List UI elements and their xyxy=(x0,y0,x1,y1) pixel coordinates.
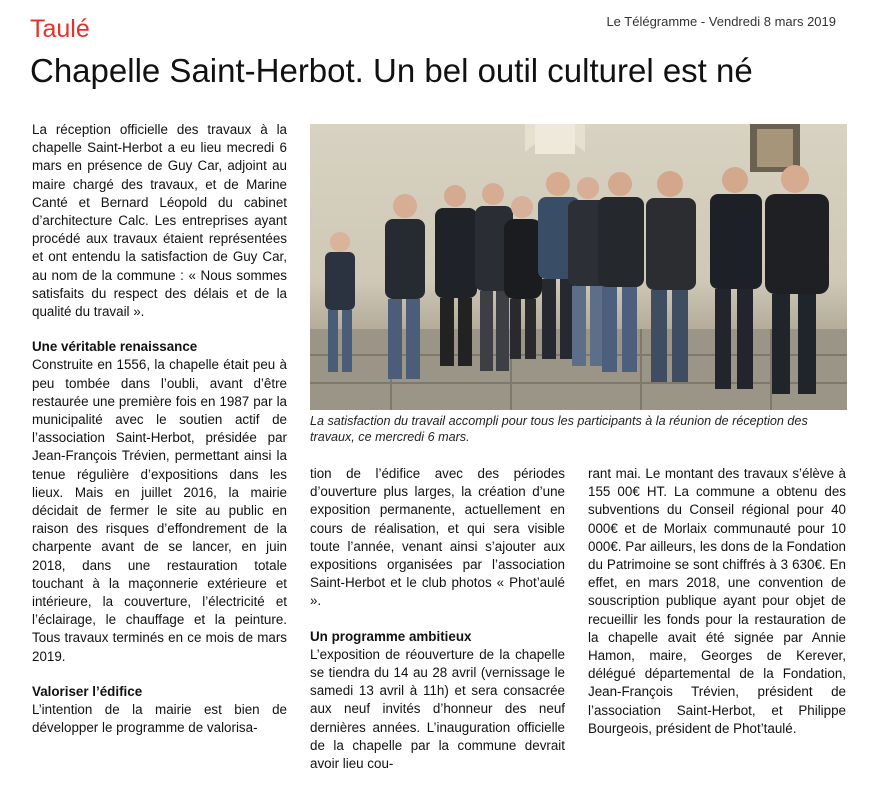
article-column-3 xyxy=(588,465,846,738)
section-programme-text-start: L’exposition de réouverture de la chapelle se tiendra du 14 au 28 avril (vernissage le samedi 13 avril à 11h) et sera consacrée aux neuf invités d’honneur des neuf dernières années. L’inauguration officielle de la chapelle par la commune devrait avoir lieu cou- xyxy=(310,646,565,772)
section-valoriser-text-start: L’intention de la mairie est bien de développer le programme de valorisa- xyxy=(32,702,287,736)
group-photo-illustration xyxy=(310,124,847,410)
article-title: Chapelle Saint-Herbot. Un bel outil culturel est né xyxy=(30,52,753,89)
subheading-renaissance: Une véritable renaissance xyxy=(32,339,198,355)
article-intro: La réception officielle des travaux à la chapelle Saint-Herbot a eu lieu mecredi 6 mars en présence de Guy Car, adjoint au maire chargé des travaux, et de Marine Canté et Bernard Léopold du cabinet d’architecture Calc. Les entreprises ayant procédé aux travaux étaient représentées et ont entendu la satisfaction de Guy Car, au nom de la commune : « Nous sommes satisfaits du respect des délais et de la qualité du travail ». xyxy=(32,122,287,320)
section-label: Taulé xyxy=(30,15,90,43)
publication-dateline: Le Télégramme - Vendredi 8 mars 2019 xyxy=(606,14,836,29)
subheading-valoriser: Valoriser l’édifice xyxy=(32,683,143,699)
photo-caption: La satisfaction du travail accompli pour tous les participants à la réunion de réception des travaux, ce mercredi 6 mars. xyxy=(310,414,808,444)
article-column-2 xyxy=(310,465,565,773)
article-column-1 xyxy=(32,121,287,738)
subheading-programme: Un programme ambitieux xyxy=(310,628,472,644)
section-valoriser-text-end: tion de l’édifice avec des périodes d’ouverture plus larges, la création d’une exposition permanente, actuellement en cours de réalisation, et qui sera visible toute l’année, venant ainsi s’ajouter aux expositions organisées par l’association Saint-Herbot et le club photos « Phot’aulé ». xyxy=(310,466,565,609)
section-renaissance-text: Construite en 1556, la chapelle était peu à peu tombée dans l’oubli, avant d’être restaurée une première fois en 1987 par la municipalité avec le soutien actif de l’association Saint-Herbot, présidée par Jean-François Trévien, permettant ainsi la tenue régulière d’expositions dans les lieux. Mais en juillet 2016, la mairie décidait de fermer le site au public en raison des risques d’effondrement de la charpente avant de se lancer, en juin 2018, dans une restauration totale touchant à la maçonnerie extérieure et intérieure, la couverture, l’électricité et l’éclairage, le chauffage et la peinture. Tous travaux terminés en ce mois de mars 2019. xyxy=(32,357,287,664)
group-photo xyxy=(310,124,847,410)
section-programme-text-end: rant mai. Le montant des travaux s’élève à 155 00€ HT. La commune a obtenu des subventions du Conseil régional pour 40 000€ et de Morlaix communauté pour 10 000€. Par ailleurs, les dons de la Fondation du Patrimoine se sont chiffrés à 3 630€. En effet, en mars 2018, une convention de souscription publique ayant pour objet de recueillir les fonds pour la restauration de la chapelle avait été signée par Annie Hamon, maire, Georges de Kerever, délégué départemental de la Fondation, Jean-François Trévien, président de l’association Saint-Herbot, et Philippe Bourgeois, président de Phot’taulé. xyxy=(588,466,846,736)
